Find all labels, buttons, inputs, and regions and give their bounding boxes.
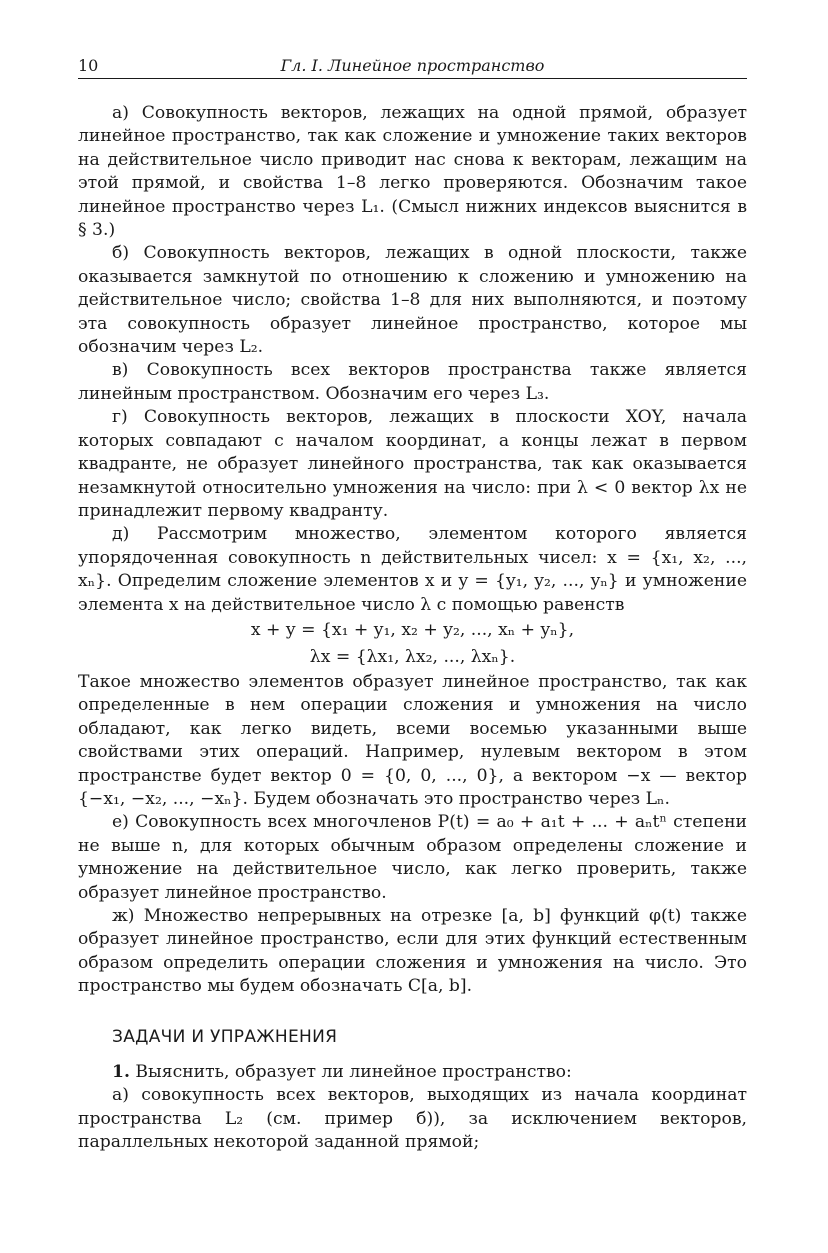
running-head: Гл. I. Линейное пространство: [280, 56, 545, 75]
formula-addition: x + y = {x₁ + y₁, x₂ + y₂, ..., xₙ + yₙ},: [250, 619, 575, 640]
formula-scalar-multiplication: λx = {λx₁, λx₂, ..., λxₙ}.: [309, 646, 516, 667]
book-page: [78, 52, 747, 1153]
paragraph-d: д) Рассмотрим множество, элементом которого является упорядоченная совокупность n действительных чисел: x = {x₁, x₂, ..., xₙ}. Определим сложение элементов x и y = {y₁, y₂, ..., yₙ} и умножение элемента x на действительное число λ с помощью равенств: [78, 524, 747, 615]
page-number: 10: [78, 56, 99, 75]
task-1a: а) совокупность всех векторов, выходящих из начала координат пространства L₂ (см. пример б)), за исключением векторов, параллельных некоторой заданной прямой;: [78, 1085, 747, 1153]
paragraph-zh: ж) Множество непрерывных на отрезке [a, b] функций φ(t) также образует линейное пространство, если для этих функций естественным образом определить операции сложения и умножения на число. Это пространство мы будем обозначать C[a, b].: [78, 906, 747, 997]
paragraph-e: е) Совокупность всех многочленов P(t) = a₀ + a₁t + ... + aₙtⁿ степени не выше n, для которых обычным образом определены сложение и умножение на действительное число, как легко проверить, также образует линейное пространство.: [78, 812, 747, 903]
task-1-text: Выяснить, образует ли линейное пространство:: [135, 1062, 572, 1083]
paragraph-a: а) Совокупность векторов, лежащих на одной прямой, образует линейное пространство, так как сложение и умножение таких векторов на действительное число приводит нас снова к векторам, лежащим на этой прямой, и свойства 1–8 легко проверяются. Обозначим такое линейное пространство через L₁. (Смысл нижних индексов выяснится в § 3.): [78, 103, 747, 241]
paragraph-v: в) Совокупность всех векторов пространства также является линейным пространством. Обозначим его через L₃.: [78, 360, 747, 404]
section-heading: ЗАДАЧИ И УПРАЖНЕНИЯ: [112, 1026, 338, 1047]
paragraph-d-continuation: Такое множество элементов образует линейное пространство, так как определенные в нем операции сложения и умножения на число обладают, как легко видеть, всеми восемью указанными выше свойствами этих операций. Например, нулевым вектором в этом пространстве будет вектор 0 = {0, 0, ..., 0}, а вектором −x — вектор {−x₁, −x₂, ..., −xₙ}. Будем обозначать это пространство через Lₙ.: [78, 671, 747, 809]
paragraph-b: б) Совокупность векторов, лежащих в одной плоскости, также оказывается замкнутой по отношению к сложению и умножению на действительное число; свойства 1–8 для них выполняются, и поэтому эта совокупность образует линейное пространство, которое мы обозначим через L₂.: [78, 243, 747, 358]
page-header: [78, 52, 747, 79]
task-1: [78, 1061, 747, 1084]
task-1-number: 1.: [112, 1062, 130, 1083]
paragraph-g: г) Совокупность векторов, лежащих в плоскости XOY, начала которых совпадают с началом координат, а концы лежат в первом квадранте, не образует линейного пространства, так как оказывается незамкнутой относительно умножения на число: при λ < 0 вектор λx не принадлежит первому квадранту.: [78, 407, 747, 521]
page-body: [78, 102, 747, 1155]
